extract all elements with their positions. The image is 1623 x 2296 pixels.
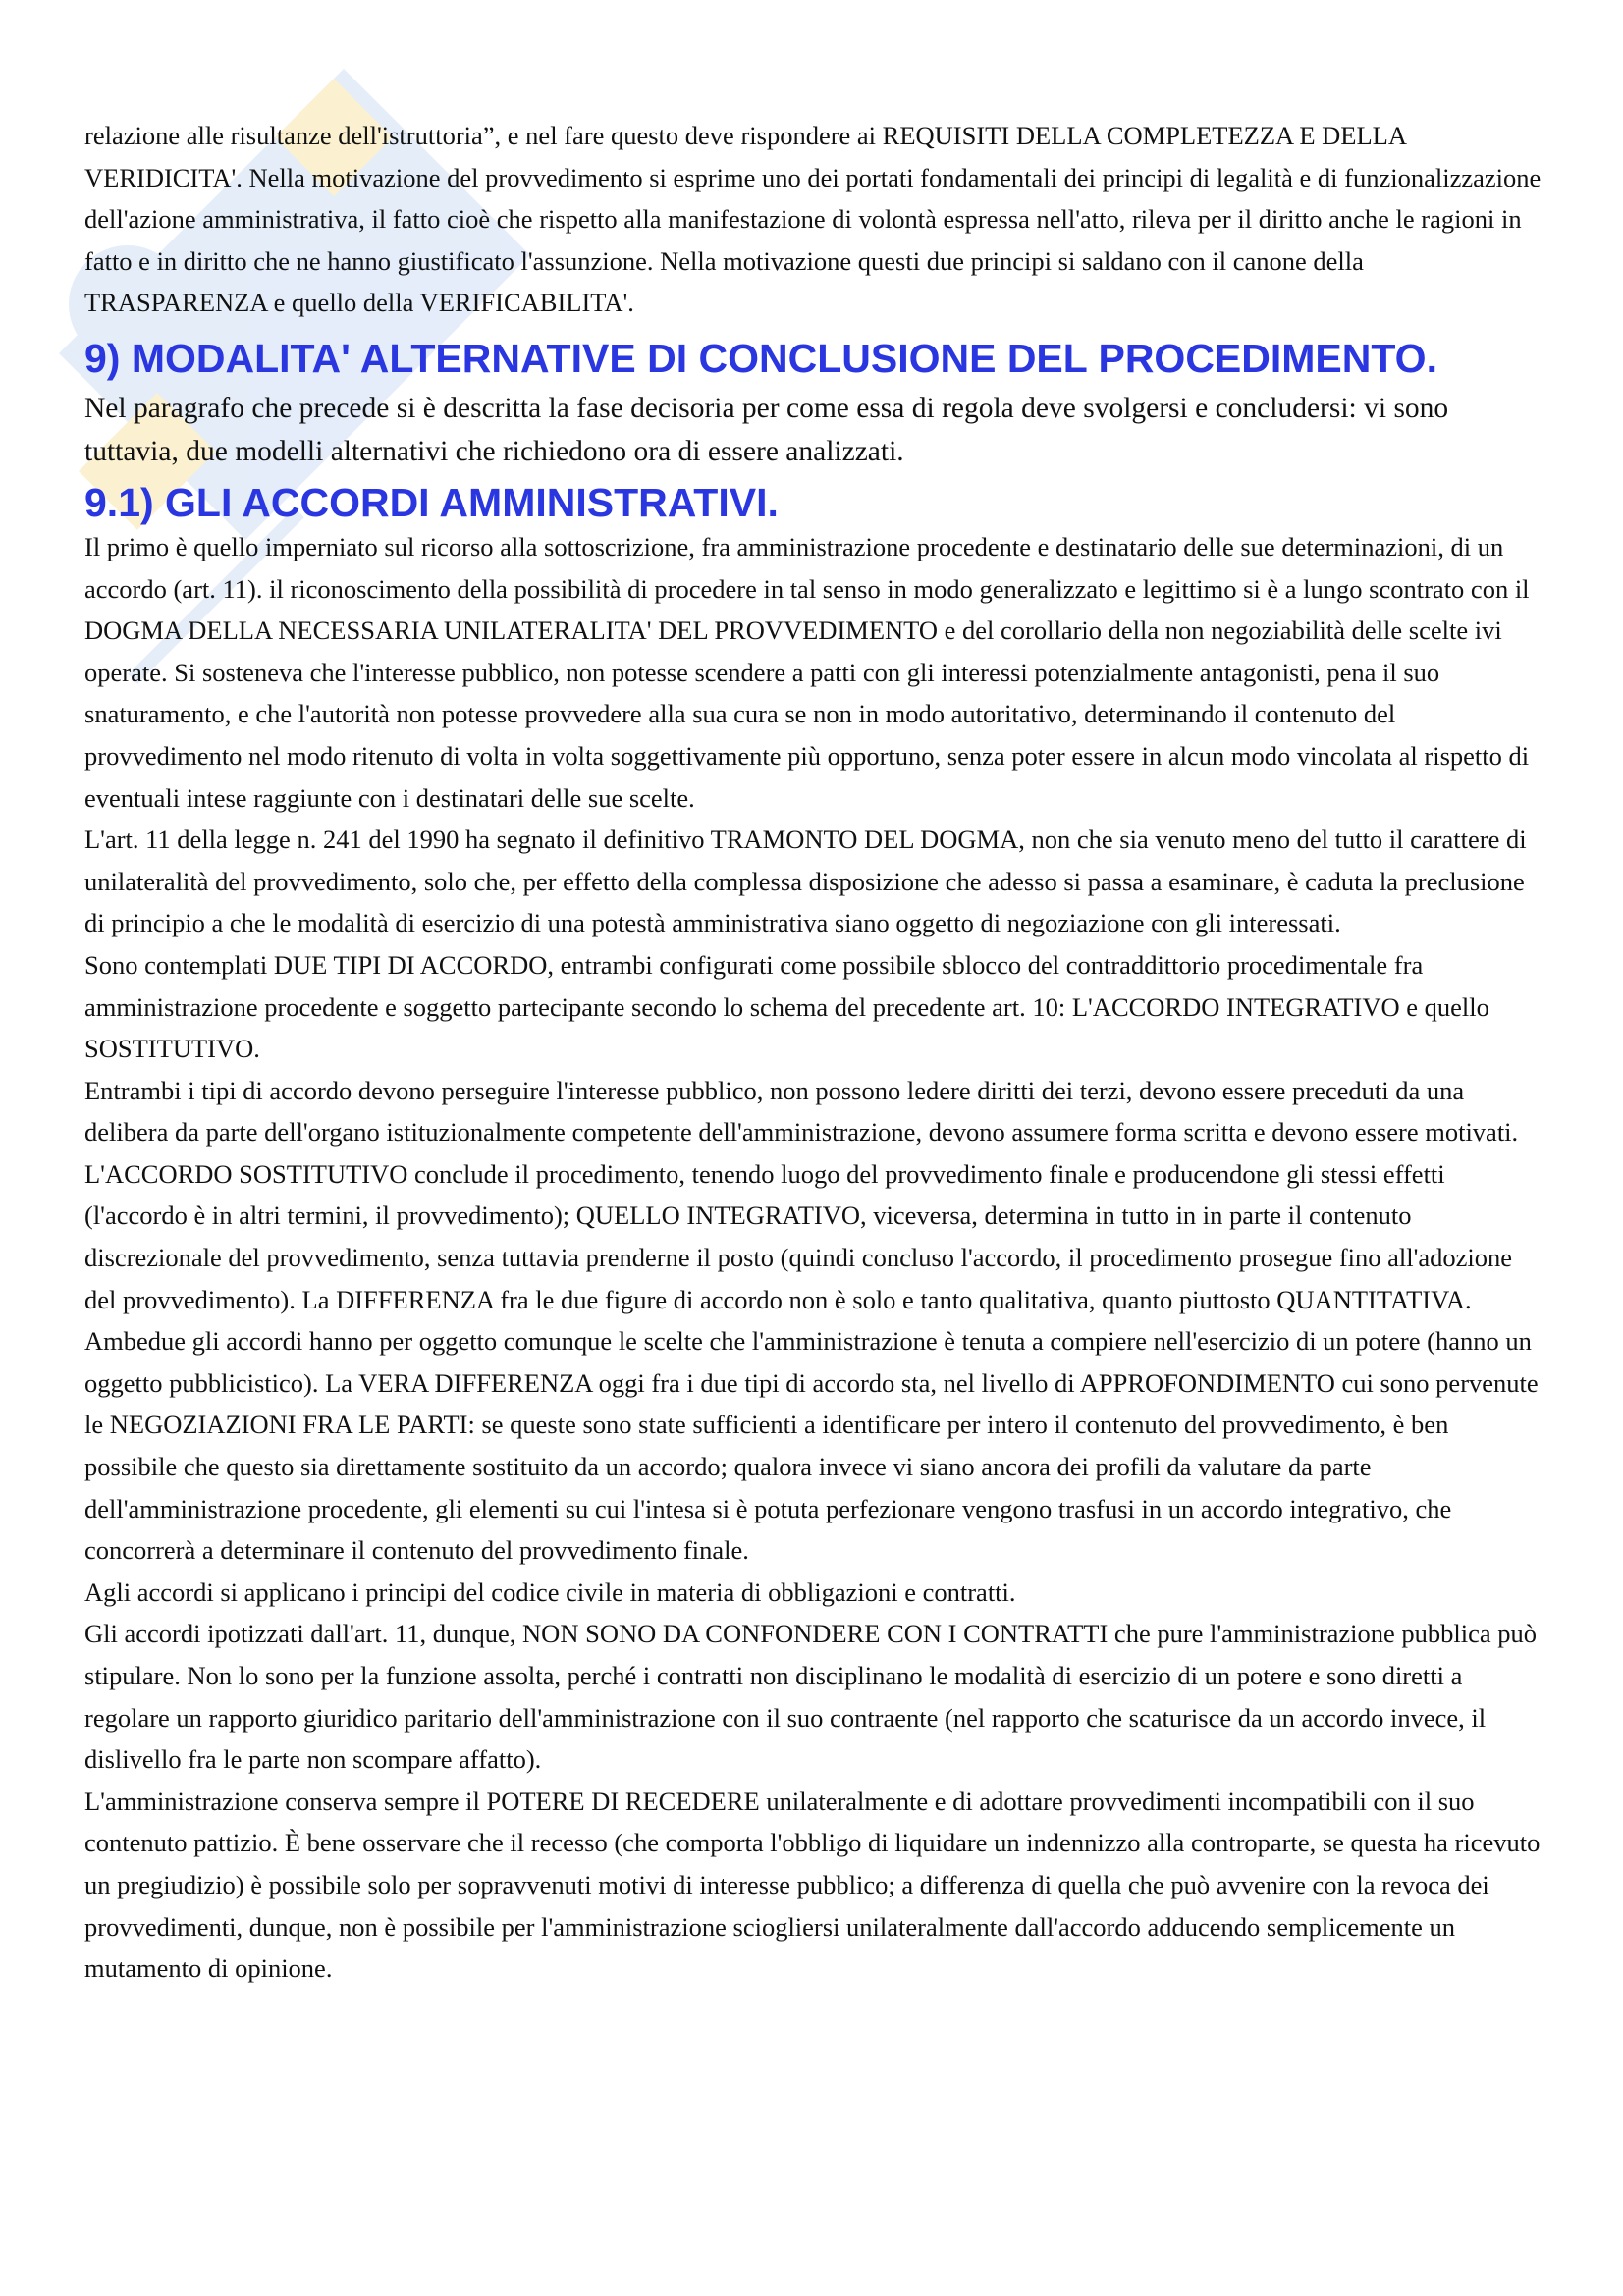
- section-9-1-paragraph-5: Agli accordi si applicano i principi del codice civile in materia di obbligazioni e contratti.: [84, 1576, 1016, 1607]
- section-9-1-paragraph-1: Il primo è quello imperniato sul ricorso alla sottoscrizione, fra amministrazione procedente e destinatario delle sue determinazioni, di un accordo (art. 11). il riconoscimento della possibilità di procedere in tal senso in modo generalizzato e legittimo si è a lungo scontrato con il DOGMA DELLA NECESSARIA UNILATERALITA' DEL PROVVEDIMENTO e del corollario della non negoziabilità delle scelte ivi operate. Si sosteneva che l'interesse pubblico, non potesse scendere a patti con gli interessi potenzialmente antagonisti, pena il suo snaturamento, e che l'autorità non potesse provvedere alla sua cura se non in modo autoritativo, determinando il contenuto del provvedimento nel modo ritenuto di volta in volta soggettivamente più opportuno, senza poter essere in alcun modo vincolata al rispetto di eventuali intese raggiunte con i destinatari delle sue scelte.: [84, 531, 1530, 813]
- section-9-1-paragraph-4: Entrambi i tipi di accordo devono perseguire l'interesse pubblico, non possono ledere diritti dei terzi, devono essere preceduti da una delibera da parte dell'organo istituzionalmente competente dell'amministrazione, devono assumere forma scritta e devono essere motivati. L'ACCORDO SOSTITUTIVO conclude il procedimento, tenendo luogo del provvedimento finale e producendone gli stessi effetti (l'accordo è in altri termini, il provvedimento); QUELLO INTEGRATIVO, viceversa, determina in tutto in in parte il contenuto discrezionale del provvedimento, senza tuttavia prenderne il posto (quindi concluso l'accordo, il procedimento prosegue fino all'adozione del provvedimento). La DIFFERENZA fra le due figure di accordo non è solo e tanto qualitativa, quanto piuttosto QUANTITATIVA. Ambedue gli accordi hanno per oggetto comunque le scelte che l'amministrazione è tenuta a compiere nell'esercizio di un potere (hanno un oggetto pubblicistico). La VERA DIFFERENZA oggi fra i due tipi di accordo sta, nel livello di APPROFONDIMENTO cui sono pervenute le NEGOZIAZIONI FRA LE PARTI: se queste sono state sufficienti a identificare per intero il contenuto del provvedimento, è ben possibile che questo sia direttamente sostituito da un accordo; qualora invece vi siano ancora dei profili da valutare da parte dell'amministrazione procedente, gli elementi su cui l'intesa si è potuta perfezionare vengono trasfusi in un accordo integrativo, che concorrerà a determinare il contenuto del provvedimento finale.: [84, 1075, 1539, 1566]
- document-page: [84, 115, 1542, 1990]
- section-9-1-paragraph-2: L'art. 11 della legge n. 241 del 1990 ha segnato il definitivo TRAMONTO DEL DOGMA, non che sia venuto meno del tutto il carattere di unilateralità del provvedimento, solo che, per effetto della complessa disposizione che adesso si passa a esaminare, è caduta la preclusione di principio a che le modalità di esercizio di una potestà amministrativa siano oggetto di negoziazione con gli interessati.: [84, 825, 1527, 938]
- section-9-1-paragraph-7: L'amministrazione conserva sempre il POTERE DI RECEDERE unilateralmente e di adottare provvedimenti incompatibili con il suo contenuto pattizio. È bene osservare che il recesso (che comporta l'obbligo di liquidare un indennizzo alla controparte, se questa ha ricevuto un pregiudizio) è possibile solo per sopravvenuti motivi di interesse pubblico; a differenza di quella che può avvenire con la revoca dei provvedimenti, dunque, non è possibile per l'amministrazione sciogliersi unilateralmente dall'accordo adducendo semplicemente un mutamento di opinione.: [84, 1786, 1541, 1984]
- section-9-1-heading: 9.1) GLI ACCORDI AMMINISTRATIVI.: [84, 479, 779, 525]
- section-9-1-paragraph-6: Gli accordi ipotizzati dall'art. 11, dunque, NON SONO DA CONFONDERE CON I CONTRATTI che pure l'amministrazione pubblica può stipulare. Non lo sono per la funzione assolta, perché i contratti non disciplinano le modalità di esercizio di un potere e sono diretti a regolare un rapporto giuridico paritario dell'amministrazione con il suo contraente (nel rapporto che scaturisce da un accordo invece, il dislivello fra le parte non scompare affatto).: [84, 1619, 1538, 1775]
- section-9-1-paragraph-3: Sono contemplati DUE TIPI DI ACCORDO, entrambi configurati come possibile sblocco del contraddittorio procedimentale fra amministrazione procedente e soggetto partecipante secondo lo schema del precedente art. 10: L'ACCORDO INTEGRATIVO e quello SOSTITUTIVO.: [84, 949, 1489, 1064]
- section-9-paragraph: Nel paragrafo che precede si è descritta la fase decisoria per come essa di regola deve svolgersi e concludersi: vi sono tuttavia, due modelli alternativi che richiedono ora di essere analizzati.: [84, 392, 1449, 467]
- section-9-heading: 9) MODALITA' ALTERNATIVE DI CONCLUSIONE DEL PROCEDIMENTO.: [84, 335, 1437, 381]
- intro-paragraph: relazione alle risultanze dell'istruttoria”, e nel fare questo deve rispondere ai REQUISITI DELLA COMPLETEZZA E DELLA VERIDICITA'. Nella motivazione del provvedimento si esprime uno dei portati fondamentali dei principi di legalità e di funzionalizzazione dell'azione amministrativa, il fatto cioè che rispetto alla manifestazione di volontà espressa nell'atto, rileva per il diritto anche le ragioni in fatto e in diritto che ne hanno giustificato l'assunzione. Nella motivazione questi due principi si saldano con il canone della TRASPARENZA e quello della VERIFICABILITA'.: [84, 121, 1542, 318]
